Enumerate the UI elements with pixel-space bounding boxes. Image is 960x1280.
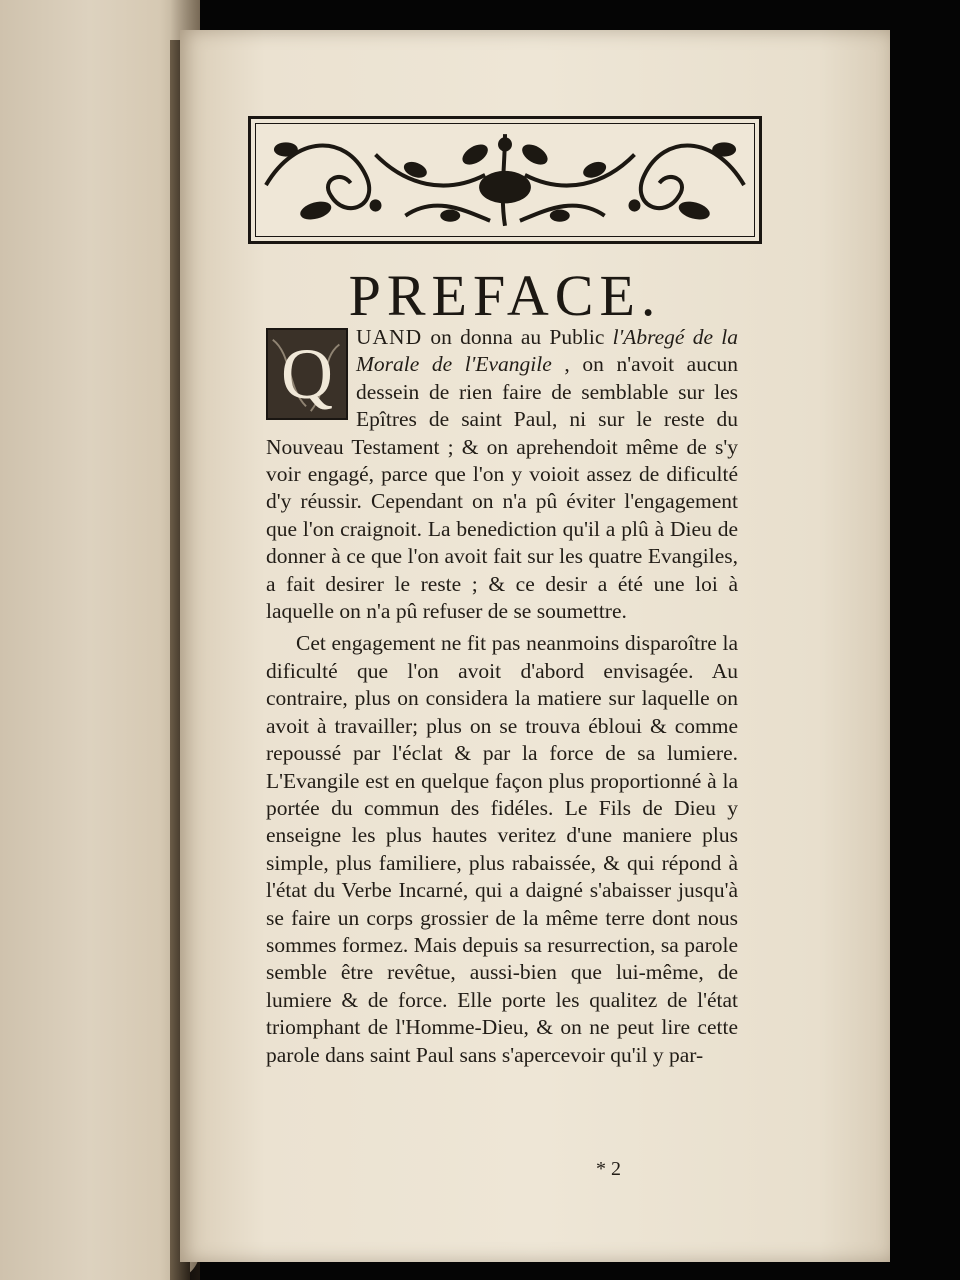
- paragraph-1: [266, 324, 738, 625]
- floral-ornament-icon: [256, 124, 754, 236]
- ornamental-headpiece: [248, 116, 762, 244]
- lead-smallcaps: UAND: [356, 325, 423, 349]
- dropcap: [266, 328, 348, 420]
- signature-mark: * 2: [596, 1158, 621, 1180]
- page-title: PREFACE.: [348, 263, 662, 328]
- paragraph-1-part-1: on donna au Public: [422, 325, 613, 349]
- paragraph-2: Cet engagement ne fit pas neanmoins disparoître la dificulté que l'on avoit d'abord envisagée. Au contraire, plus on considera la matiere sur laquelle on avoit à travailler; plus on se trouva ébloui & comme repoussé par l'éclat & par la force de sa lumiere. L'Evangile est en quelque façon plus proportionné à la portée du commun des fidéles. Le Fils de Dieu y enseigne les plus hautes veritez d'une maniere plus simple, plus familiere, plus rabaissée, & qui répond à l'état du Verbe Incarné, qui a daigné s'abaisser jusqu'à se faire un corps grossier de la même terre dont nous sommes formez. Mais depuis sa resurrection, sa parole semble être revêtue, aussi-bien que lui-même, de lumiere & de force. Elle porte les qualitez de l'état triomphant de l'Homme-Dieu, & on ne peut lire cette parole dans saint Paul sans s'apercevoir qu'il y par-: [266, 631, 738, 1067]
- dropcap-letter: Q: [281, 334, 333, 414]
- paragraph-1-part-2: , on n'avoit aucun dessein de rien faire de semblable sur les Epîtres de saint Paul, ni sur le reste du Nouveau Testament ; & on aprehendoit même de s'y voir engagé, parce que l'on y voioit assez de dificulté d'y réussir. Cependant on n'a pû éviter l'engagement que l'on craignoit. La benediction qu'il a plû à Dieu de donner à ce que l'on avoit fait sur les quatre Evangiles, a fait desirer le reste ; & ce desir a été une loi à laquelle on n'a pû refuser de se soumettre.: [266, 352, 739, 624]
- preface-body: [266, 324, 738, 1069]
- book-title-italic: l'Abregé de la Morale de l'Evangile: [356, 325, 738, 377]
